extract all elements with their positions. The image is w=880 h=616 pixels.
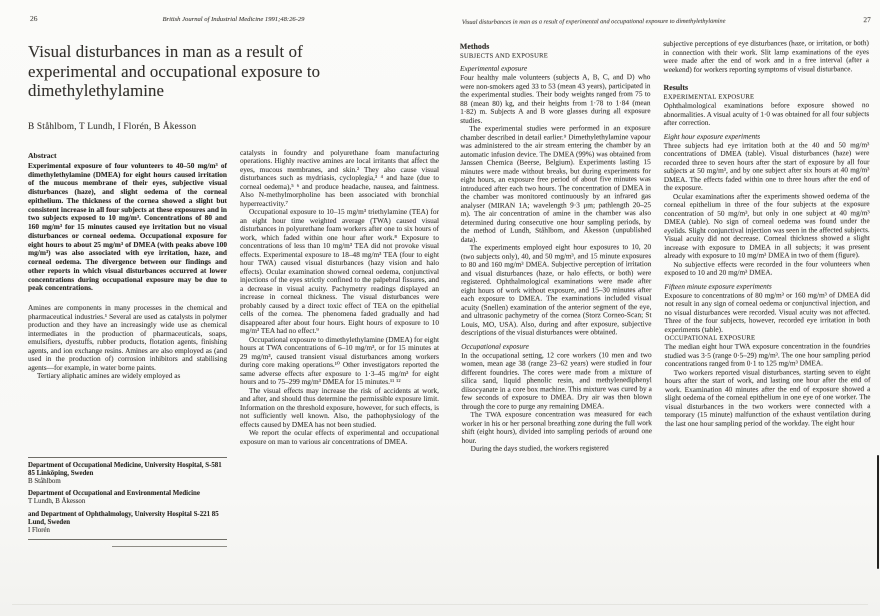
article-title: Visual disturbances in man as a result of experimental and occupational exposure to dimethylethylamine: [28, 42, 321, 101]
right-page: [454, 15, 877, 573]
body-paragraph: catalysts in foundry and polyurethane foam manufacturing operations. Highly reactive amines are local irritants that affect the eyes, mucous membranes, and skin.² They also cause visual disturbances such as mydriasis, cycloplegia,³ ⁴ and haze (due to corneal oedema),⁵ ⁶ and produce headache, nausea, and faintness. Also N-methylmorpholine has been associated with bronchial hyperreactivity.⁷: [240, 147, 439, 208]
intro-paragraph-1: Amines are components in many processes in the chemical and pharmaceutical industries.¹ Several are used as catalysts in polymer production and they have an increasingly wide use as chemical intermediates in the production of pharmaceuticals, soaps, emulsifiers, dyestuffs, rubber products, flotation agents, finishing agents, and ion exchange resins. Amines are also employed as (and used in the production of) corrosion inhibitors and stabilising agents—for example, in water borne paints.: [28, 303, 227, 372]
subjects-exposure-subheading: SUBJECTS AND EXPOSURE: [459, 52, 549, 60]
affiliation-department: Department of Occupational Medicine, University Hospital, S-581 85 Linköping, Sweden: [28, 462, 222, 478]
abstract-heading: Abstract: [28, 150, 57, 160]
eight-hour-subheading: Eight hour exposure experiments: [663, 131, 761, 141]
right-page-columns: [454, 39, 877, 453]
experimental-exposure-subheading: EXPERIMENTAL EXPOSURE: [663, 93, 755, 102]
body-paragraph: We report the ocular effects of experimental and occupational exposure on man to various air concentrations of DMEA.: [240, 428, 439, 446]
body-paragraph: Ocular examinations after the experiments showed oedema of the corneal epithelium in three of the four subjects at the exposure concentration of 50 mg/m³, but only in one subject at 40 mg/m³ DMEA (table). No sign of corneal oedema was found under the eyelids. Slight conjunctival injection was seen in the affected subjects. Visual acuity did not decrease. Corneal thickness showed a slight increase with exposure to DMEA in all subjects; it was present already with exposure to 10 mg/m³ DMEA in two of them (figure).: [663, 190, 870, 261]
body-paragraph: Four healthy male volunteers (subjects A, B, C, and D) who were non-smokers aged 33 to 53 (mean 43 years), participated in the experimental studies. Their body weights ranged from 75 to 88 (mean 80) kg, and their heights from 1·78 to 1·84 (mean 1·82) m. Subjects A and B wore glasses during all exposure studies.: [460, 72, 651, 125]
body-paragraph: Three subjects had eye irritation both at the 40 and 50 mg/m³ concentrations of DMEA (table). Visual disturbances (haze) were recorded three to seven hours after the start of exposure by all four subjects at 50 mg/m³, and by one subject after six hours at 40 mg/m³ DMEA. The effects faded within one to three hours after the end of the exposure.: [663, 139, 870, 193]
affiliation-names: I Florén: [28, 526, 51, 534]
running-head: Visual disturbances in man as a result of experimental and occupational exposure to dimethylethylamine: [461, 17, 726, 26]
affiliation-entry: [28, 511, 227, 535]
body-paragraph: The median eight hour TWA exposure concentration in the foundries studied was 3·5 (range 0·5–29) mg/m³. The one hour sampling period concentrations ranged from 0·1 to 125 mg/m³ DMEA.: [664, 341, 871, 369]
body-paragraph: The visual effects may increase the risk of accidents at work, and after, and should thus determine the permissible exposure limit. Information on the threshold exposure, however, for such effects, is not sufficiently well known. Also, the pathophysiology of the effects caused by DMEA has not been studied.: [240, 385, 439, 429]
body-paragraph: The TWA exposure concentration was measured for each worker in his or her personal breathing zone during the full work shift (eight hours), divided into sampling periods of around one hour.: [461, 409, 653, 445]
right-page-header: [454, 15, 875, 30]
affiliation-entry: [28, 462, 227, 486]
affiliation-department: Department of Occupational and Environmental Medicine: [28, 490, 200, 498]
right-page-number: 27: [863, 15, 871, 25]
left-page-columns: [22, 149, 445, 547]
body-paragraph: During the days studied, the workers registered: [470, 443, 609, 453]
affiliation-entry: [28, 490, 227, 506]
body-paragraph: Occupational exposure to 10–15 mg/m³ triethylamine (TEA) for an eight hour time weighted average (TWA) caused visual disturbances in polyurethane foam workers after one to six hours of work, which faded within one hour after work.⁸ Exposure to concentrations of less than 10 mg/m³ TEA did not provoke visual effects. Experimental exposure to 18–48 mg/m³ TEA (four to eight hour TWA) caused visual disturbances (hazy vision and halo effects). Ocular examination showed corneal oedema, conjunctival injections of the eyes strictly confined to the palpebral fissures, and a decrease in visual acuity. Pachymetry readings displayed an increase in corneal thickness. The visual disturbances were probably caused by a direct toxic effect of TEA on the epithelial cells of the cornea. The phenomena faded gradually and had disappeared after about four hours. Eight hours of exposure to 10 mg/m³ TEA had no effect.⁹: [240, 207, 439, 336]
body-paragraph: subjective perceptions of eye disturbances (haze, or irritation, or both) in connection with their work. Slit lamp examinations of the eyes were made after the end of work and in a free interval (after a weekend) for workers reporting symptoms of visual disturbance.: [663, 38, 869, 74]
right-column-2: [663, 39, 870, 428]
affiliation-department: and Department of Ophthalmology, University Hospital S-221 85 Lund, Sweden: [28, 510, 219, 526]
body-paragraph: Two workers reported visual disturbances, starting seven to eight hours after the start of work, and lasting one hour after the end of work. Examination 40 minutes after the end of exposure showed a slight oedema of the corneal epithelium in one eye of one worker. The visual disturbances in the two workers were connected with a temporary (15 minute) malfunction of the exhaust ventilation during the last one hour sampling period of the workday. The eight hour: [664, 366, 871, 428]
left-page-number: 26: [30, 14, 38, 23]
affiliations-block: [28, 457, 227, 547]
body-paragraph: No subjective effects were recorded in the four volunteers when exposed to 10 and 20 mg/m³ DMEA.: [664, 258, 870, 278]
body-paragraph: In the occupational setting, 12 core workers (10 men and two women, mean age 38 (range 23–62 years) were studied in four different foundries. The cores were made from a mixture of silica sand, liquid phenolic resin, and methylenediphenyl diisocyanate in a core box machine. This mixture was cured by a few seconds of exposure to DMEA. Dry air was then blown through the core to purge any remaining DMEA.: [461, 349, 652, 411]
affiliation-names: B Ståhlbom: [28, 478, 61, 486]
scan-edge-artifact: [877, 455, 880, 569]
body-paragraph: Ophthalmological examinations before exposure showed no abnormalities. A visual acuity of 1·0 was obtained for all four subjects after correction.: [663, 100, 870, 128]
intro-paragraph-2: Tertiary aliphatic amines are widely employed as: [37, 371, 181, 381]
methods-heading: Methods: [459, 41, 490, 51]
body-paragraph: The experimental studies were performed in an exposure chamber described in detail earlier.⁹ Dimethylethylamine vapour was administered to the air stream entering the chamber by an automatic infusion device. The DMEA (99%) was obtained from Janssen Chemica (Beerse, Belgium). Experiments lasting 15 minutes were made without breaks, but during experiments for eight hours, an exposure free period of about five minutes was introduced after each two hours. The concentration of DMEA in the chamber was monitored continuously by an infrared gas analyser (MIRAN 1A; wavelength 9·3 μm; pathlength 20–25 m). The air concentration of amine in the chamber was also determined during consecutive one hour sampling periods, by the method of Lundh, Ståhlbom, and Åkesson (unpublished data).: [460, 123, 652, 244]
scan-bottom-line: [12, 604, 868, 605]
scan-line-artifact: [112, 546, 227, 547]
journal-reference: British Journal of Industrial Medicine 1991;48:26-29: [162, 16, 305, 23]
abstract-text: Experimental exposure of four volunteers to 40–50 mg/m³ of dimethylethylamine (DMEA) for eight hours caused irritation of the mucous membrane of their eyes, subjective visual disturbances (haze), and slight oedema of the corneal epithelium. The thickness of the cornea showed a slight but consistent increase in all four subjects at these exposures and in two subjects exposed to 10 mg/m³. Concentrations of 80 and 160 mg/m³ for 15 minutes caused eye irritation but no visual disturbances or corneal oedema. Occupational exposure for eight hours to about 25 mg/m³ of DMEA (with peaks above 100 mg/m³) was also associated with eye irritation, haze, and corneal oedema. The divergence between our findings and other reports in which visual disturbances occurred at lower concentrations during occupational exposure may be due to peak concentrations.: [28, 160, 227, 293]
body-paragraph: Exposure to concentrations of 80 mg/m³ or 160 mg/m³ of DMEA did not result in any sign of corneal oedema or conjunctival injection, and no visual disturbances were recorded. Visual acuity was not affected. Three of the four subjects, however, recorded eye irritation in both experiments (table).: [664, 289, 871, 334]
left-page: [22, 14, 445, 570]
left-page-header: [22, 14, 445, 27]
body-paragraph: Occupational exposure to dimethylethylamine (DMEA) for eight hours at TWA concentrations of 6–10 mg/m³, or for 15 minutes at 29 mg/m³, caused transient visual disturbances among workers during core making operations.¹⁰ Other investigators reported the same adverse effects after exposure to 1·3–45 mg/m³ for eight hours and to 75–299 mg/m³ DMEA for 15 minutes.¹¹ ¹²: [240, 334, 439, 387]
fifteen-minute-subheading: Fifteen minute exposure experiments: [664, 281, 772, 291]
body-paragraph: The experiments employed eight hour exposures to 10, 20 (two subjects only), 40, and 50 mg/m³, and 15 minute exposures to 80 and 160 mg/m³ DMEA. Subjective perception of irritation and visual disturbances (haze, or halo effects, or both) were registered. Ophthalmological examinations were made after eight hours of work without exposure, and 15–30 minutes after each exposure to DMEA. The examinations included visual acuity (Snellen) examination of the anterior segment of the eye, and ultrasonic pachymetry of the cornea (Storz Corneo-Scan; St Louis, MO, USA). Also, during and after exposure, subjective descriptions of the visual disturbances were obtained.: [460, 242, 652, 337]
left-column-2: [240, 149, 439, 547]
results-heading: Results: [663, 82, 689, 93]
experimental-exposure-subheading: Experimental exposure: [459, 63, 528, 73]
occupational-exposure-subheading: OCCUPATIONAL EXPOSURE: [664, 334, 756, 343]
affiliations-bottom-rule: [28, 539, 227, 540]
right-column-1: [460, 40, 652, 453]
authors-line: B Ståhlbom, T Lundh, I Florén, B Åkesson: [28, 121, 197, 132]
occupational-exposure-subheading: Occupational exposure: [461, 341, 529, 351]
affiliation-names: T Lundh, B Åkesson: [28, 498, 86, 506]
left-column-1: [28, 149, 227, 547]
